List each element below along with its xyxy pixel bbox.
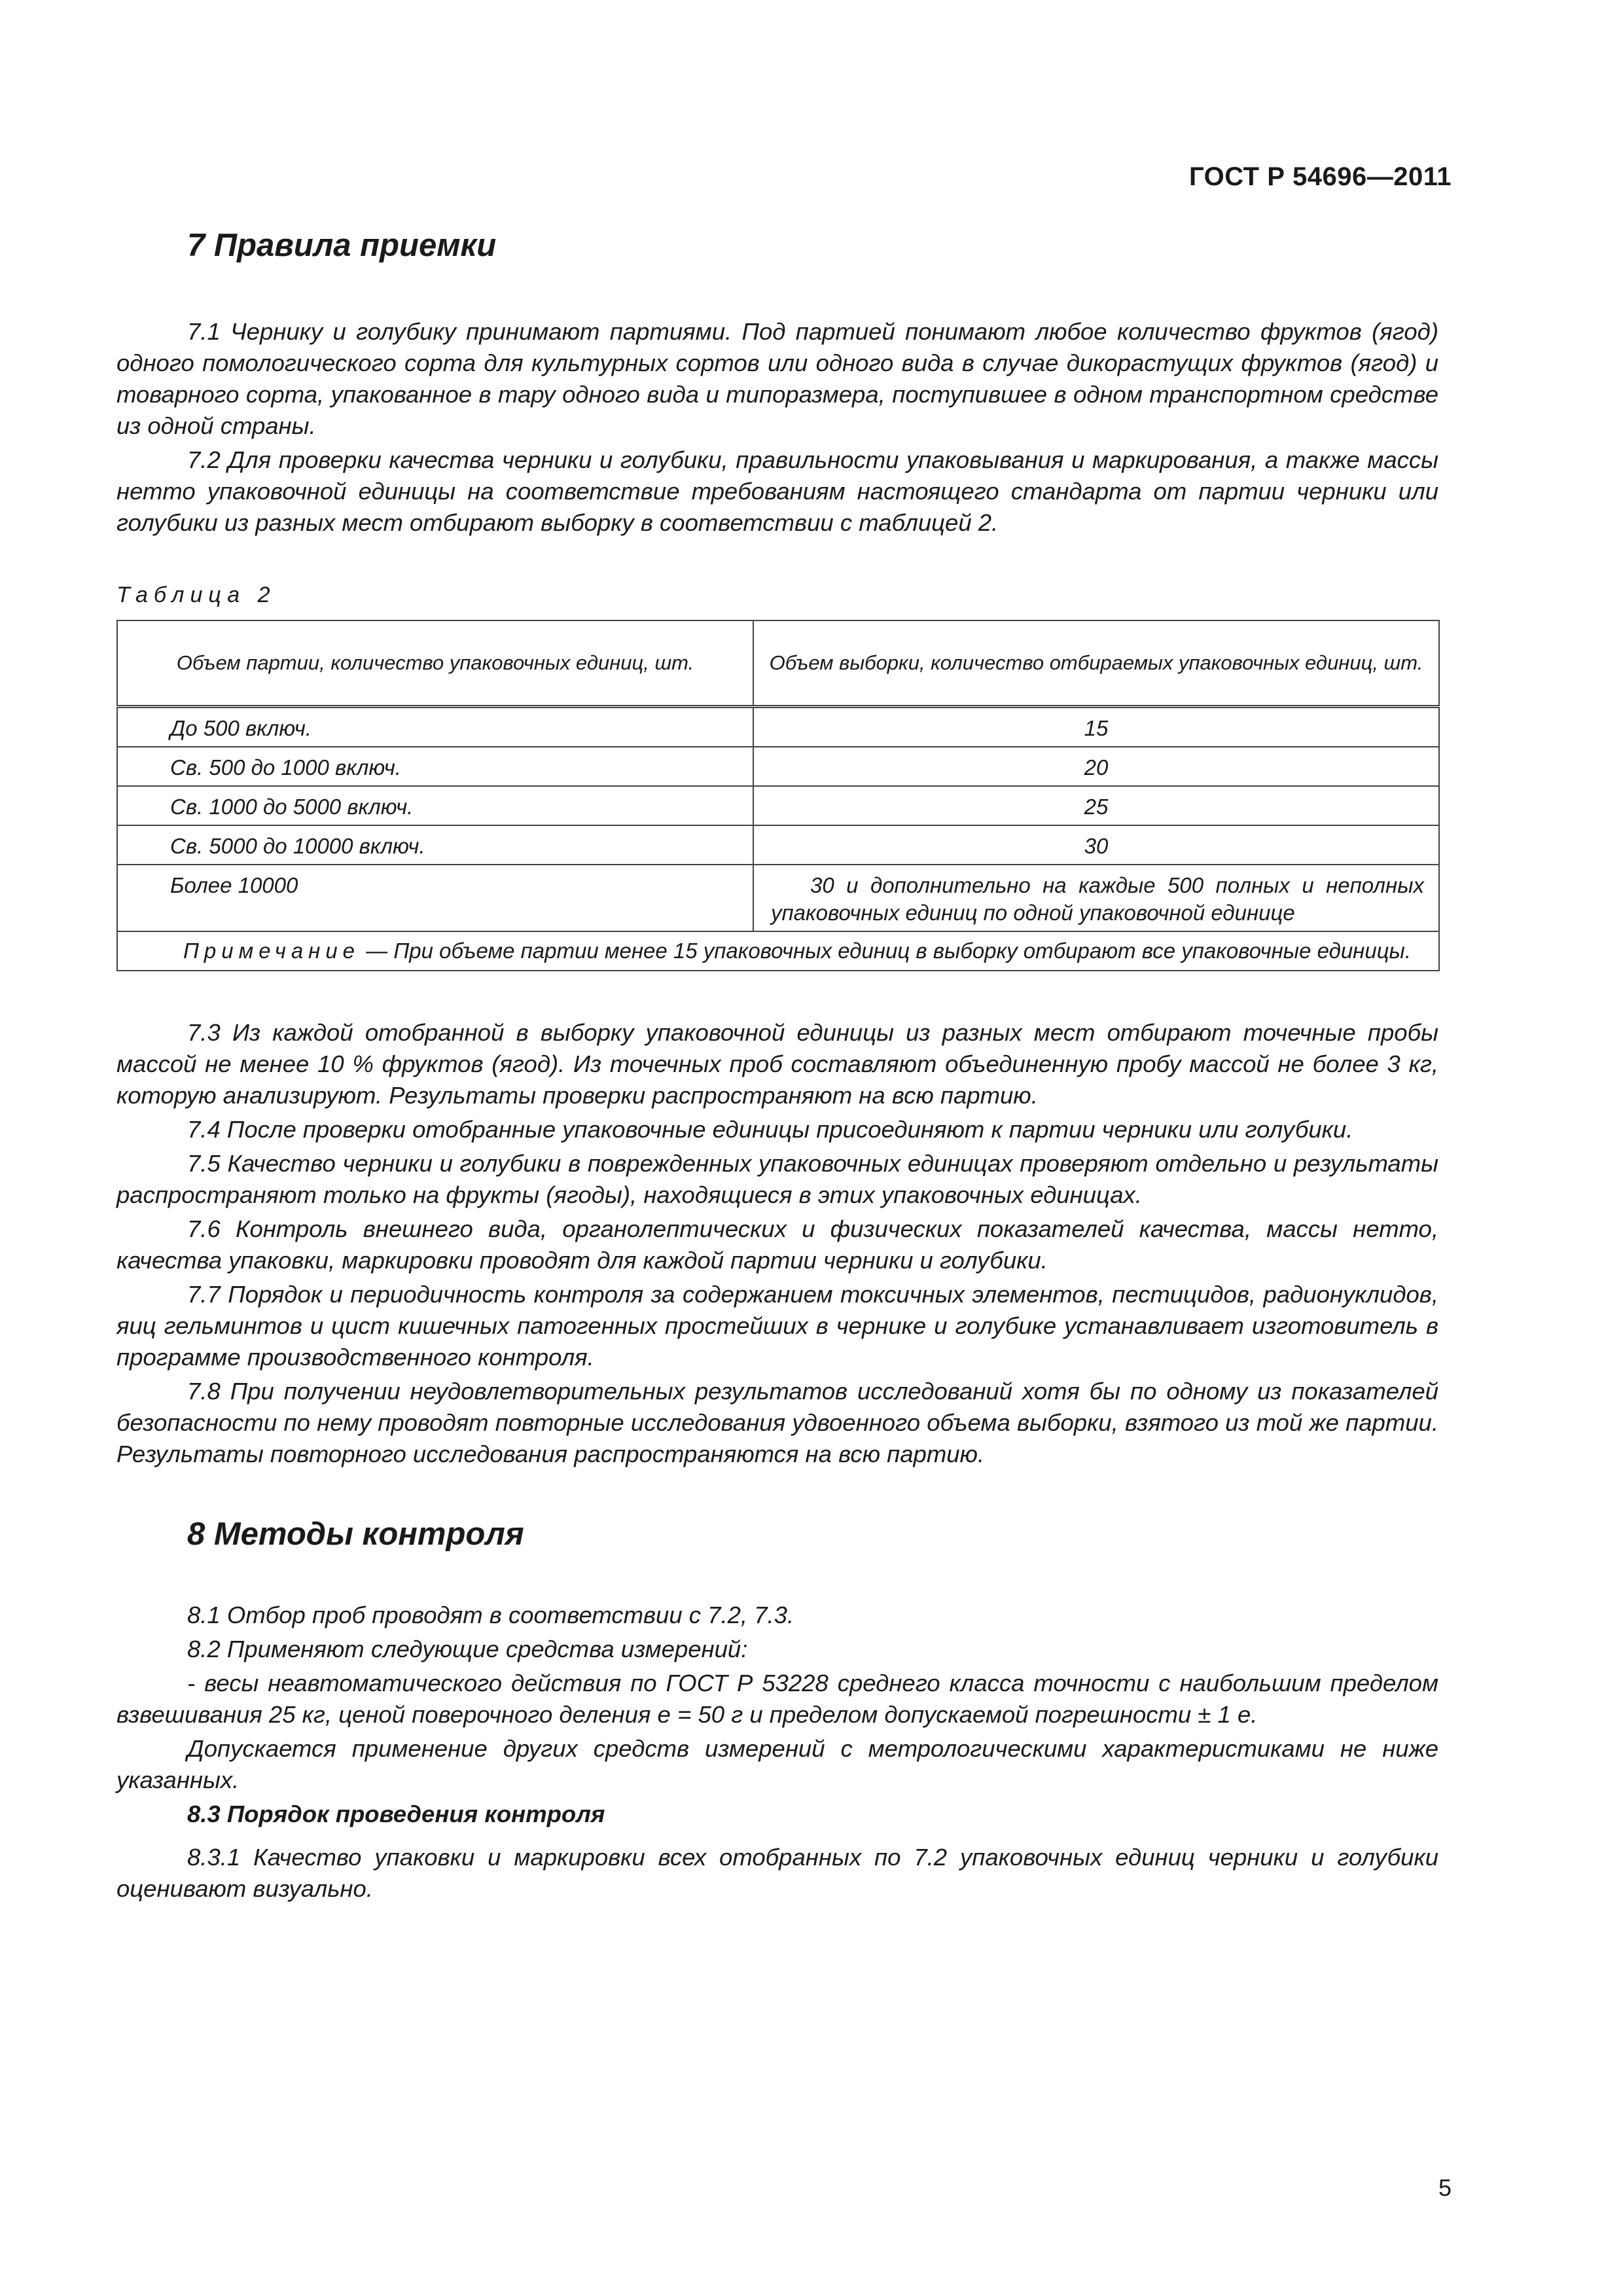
- lot-size-cell: Более 10000: [117, 865, 753, 931]
- table-row: [117, 786, 1439, 825]
- sample-size-cell: 25: [753, 786, 1439, 825]
- paragraph-8-3-1: 8.3.1 Качество упаковки и маркировки всех отобранных по 7.2 упаковочных единиц черники и голубики оценивают визуально.: [116, 1844, 1438, 1902]
- sampling-table: [116, 620, 1440, 971]
- paragraph-8-2-item: - весы неавтоматического действия по ГОСТ Р 53228 среднего класса точности с наибольшим пределом взвешивания 25 кг, ценой поверочного деления е = 50 г и пределом допускаемой погрешности ± 1 е.: [116, 1670, 1438, 1728]
- lot-size-cell: До 500 включ.: [117, 707, 753, 747]
- note-label: Примечание: [183, 939, 361, 963]
- table-header-lot: Объем партии, количество упаковочных единиц, шт.: [117, 620, 753, 707]
- paragraph-7-8: 7.8 При получении неудовлетворительных результатов исследований хотя бы по одному из показателей безопасности по нему проводят повторные исследования удвоенного объема выборки, взятого из той же партии. Результаты повторного исследования распространяются на всю партию.: [116, 1378, 1438, 1467]
- table-header-row: [117, 620, 1439, 707]
- paragraph-7-6: 7.6 Контроль внешнего вида, органолептических и физических показателей качества, массы нетто, качества упаковки, маркировки проводят для каждой партии черники и голубики.: [116, 1215, 1438, 1274]
- page-number: 5: [1438, 2174, 1452, 2201]
- table-row: [117, 865, 1439, 931]
- lot-size-cell: Св. 500 до 1000 включ.: [117, 747, 753, 786]
- table-row: [117, 747, 1439, 786]
- subsection-8-3-heading: 8.3 Порядок проведения контроля: [187, 1801, 605, 1827]
- table-note: [117, 931, 1439, 971]
- paragraph-7-4: 7.4 После проверки отобранные упаковочные единицы присоединяют к партии черники или голубики.: [187, 1116, 1353, 1143]
- table-caption: Таблица 2: [116, 583, 276, 607]
- sample-size-cell: 30 и дополнительно на каждые 500 полных и неполных упаковочных единиц по одной упаковочной единице: [753, 865, 1439, 931]
- sample-size-cell: 20: [753, 747, 1439, 786]
- paragraph-8-2: 8.2 Применяют следующие средства измерений:: [187, 1636, 748, 1662]
- table-note-row: [117, 931, 1439, 971]
- section-7-heading: 7 Правила приемки: [187, 228, 497, 263]
- paragraph-8-1: 8.1 Отбор проб проводят в соответствии с 7.2, 7.3.: [187, 1602, 794, 1628]
- section-8-heading: 8 Методы контроля: [187, 1516, 524, 1552]
- note-text: — При объеме партии менее 15 упаковочных единиц в выборку отбирают все упаковочные единицы.: [360, 939, 1412, 963]
- paragraph-7-7: 7.7 Порядок и периодичность контроля за содержанием токсичных элементов, пестицидов, радионуклидов, яиц гельминтов и цист кишечных патогенных простейших в чернике и голубике устанавливает изготовитель в программе производственного контроля.: [116, 1281, 1438, 1371]
- lot-size-cell: Св. 1000 до 5000 включ.: [117, 786, 753, 825]
- table-header-sample: Объем выборки, количество отбираемых упаковочных единиц, шт.: [753, 620, 1439, 707]
- lot-size-cell: Св. 5000 до 10000 включ.: [117, 825, 753, 865]
- sample-size-cell: 15: [753, 707, 1439, 747]
- paragraph-8-2-allowance: Допускается применение других средств измерений с метрологическими характеристиками не ниже указанных.: [116, 1735, 1438, 1793]
- table-row: [117, 707, 1439, 747]
- paragraph-7-2: 7.2 Для проверки качества черники и голубики, правильности упаковывания и маркирования, а также массы нетто упаковочной единицы на соответствие требованиям настоящего стандарта от партии черники или голубики из разных мест отбирают выборку в соответствии с таблицей 2.: [116, 446, 1438, 536]
- page-content: [116, 226, 1438, 1907]
- table-row: [117, 825, 1439, 865]
- paragraph-7-1: 7.1 Чернику и голубику принимают партиями. Под партией понимают любое количество фруктов (ягод) одного помологического сорта для культурных сортов или одного вида в случае дикорастущих фруктов (ягод) и товарного сорта, упакованное в тару одного вида и типоразмера, поступившее в одном транспортном средстве из одной страны.: [116, 318, 1438, 439]
- paragraph-7-5: 7.5 Качество черники и голубики в поврежденных упаковочных единицах проверяют отдельно и результаты распространяют только на фрукты (ягоды), находящиеся в этих упаковочных единицах.: [116, 1150, 1438, 1208]
- sample-size-cell: 30: [753, 825, 1439, 865]
- paragraph-7-3: 7.3 Из каждой отобранной в выборку упаковочной единицы из разных мест отбирают точечные пробы массой не менее 10 % фруктов (ягод). Из точечных проб составляют объединенную пробу массой не более 3 кг, которую анализируют. Результаты проверки распространяют на всю партию.: [116, 1019, 1438, 1109]
- document-id: ГОСТ Р 54696—2011: [1189, 162, 1452, 191]
